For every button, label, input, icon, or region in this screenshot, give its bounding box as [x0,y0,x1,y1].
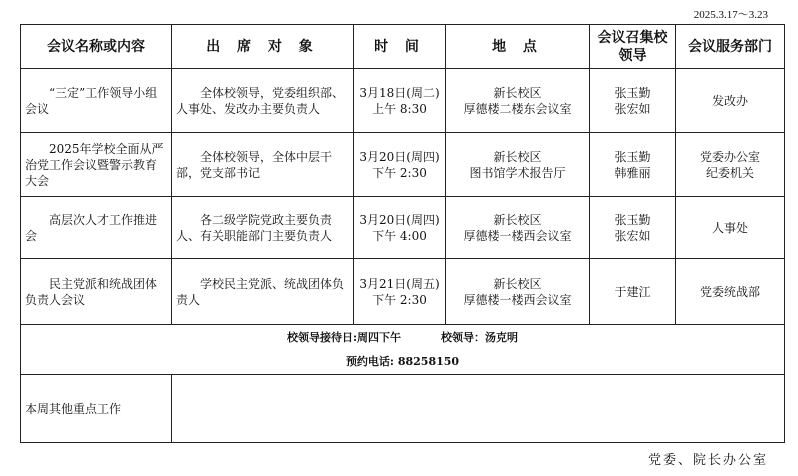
table-row [21,69,785,133]
reception-leader: 校领导：汤克明 [441,330,519,344]
meeting-leaders [590,69,676,133]
meeting-name: 民主党派和统战团体负责人会议 [21,259,172,325]
meeting-campus: 新长校区 [493,85,542,100]
department-name: 人事处 [711,220,748,235]
leader-name: 张宏如 [614,228,651,243]
meeting-hour: 下午 2:30 [372,292,427,307]
meeting-name: “三定”工作领导小组会议 [21,69,172,133]
meeting-time [354,133,446,197]
department-name: 党委统战部 [699,284,760,299]
other-work-row [21,375,785,443]
meeting-date: 3月20日(周四) [359,149,440,164]
meeting-time [354,69,446,133]
issuing-office: 党委、院长办公室 [647,453,768,468]
meeting-leaders [590,259,676,325]
meeting-hour: 上午 8:30 [372,101,427,116]
meeting-date: 3月21日(周五) [359,276,440,291]
meeting-campus: 新长校区 [493,149,542,164]
reception-line [25,329,780,347]
table-row [21,197,785,259]
leader-name: 韩雅丽 [614,165,651,180]
header-row [21,25,785,69]
leader-name: 张玉勤 [614,85,651,100]
date-range: 2025.3.17～3.23 [693,9,768,21]
header-convening-leader: 会议召集校领导 [590,25,676,69]
meeting-location [446,133,590,197]
meeting-room: 厚德楼一楼西会议室 [463,292,572,307]
reception-row [21,325,785,375]
meeting-time [354,259,446,325]
department-name: 发改办 [711,93,748,108]
department-name: 纪委机关 [705,165,754,180]
meeting-name: 2025年学校全面从严治党工作会议暨警示教育大会 [21,133,172,197]
header-attendees: 出 席 对 象 [172,25,354,69]
meeting-schedule-table [20,24,785,443]
other-work-content [172,375,785,443]
meeting-hour: 下午 2:30 [372,165,427,180]
meeting-leaders [590,197,676,259]
leader-name: 张玉勤 [614,149,651,164]
meeting-time [354,197,446,259]
meeting-room: 厚德楼二楼东会议室 [463,101,572,116]
meeting-campus: 新长校区 [493,212,542,227]
reservation-phone: 预约电话: 88258150 [345,354,460,368]
table-row [21,133,785,197]
meeting-department [676,69,785,133]
header-meeting-name: 会议名称或内容 [21,25,172,69]
meeting-attendees: 各二级学院党政主要负责人、有关职能部门主要负责人 [172,197,354,259]
meeting-attendees: 全体校领导，党委组织部、人事处、发改办主要负责人 [172,69,354,133]
header-time: 时 间 [354,25,446,69]
department-name: 党委办公室 [699,149,760,164]
header-service-department: 会议服务部门 [676,25,785,69]
meeting-date: 3月18日(周二) [359,85,440,100]
leader-name: 张玉勤 [614,212,651,227]
other-work-label: 本周其他重点工作 [21,375,172,443]
meeting-campus: 新长校区 [493,276,542,291]
leader-name: 于建江 [614,284,651,299]
meeting-leaders [590,133,676,197]
meeting-date: 3月20日(周四) [359,212,440,227]
meeting-department [676,259,785,325]
meeting-room: 图书馆学术报告厅 [469,165,566,180]
reception-day: 校领导接待日:周四下午 [286,330,402,344]
table-row [21,259,785,325]
meeting-hour: 下午 4:00 [372,228,427,243]
meeting-department [676,133,785,197]
meeting-name: 高层次人才工作推进会 [21,197,172,259]
meeting-location [446,259,590,325]
leader-name: 张宏如 [614,101,651,116]
meeting-attendees: 全体校领导，全体中层干部，党支部书记 [172,133,354,197]
meeting-location [446,69,590,133]
meeting-room: 厚德楼一楼西会议室 [463,228,572,243]
meeting-location [446,197,590,259]
reception-info [21,325,785,375]
header-location: 地 点 [446,25,590,69]
meeting-department [676,197,785,259]
meeting-attendees: 学校民主党派、统战团体负责人 [172,259,354,325]
